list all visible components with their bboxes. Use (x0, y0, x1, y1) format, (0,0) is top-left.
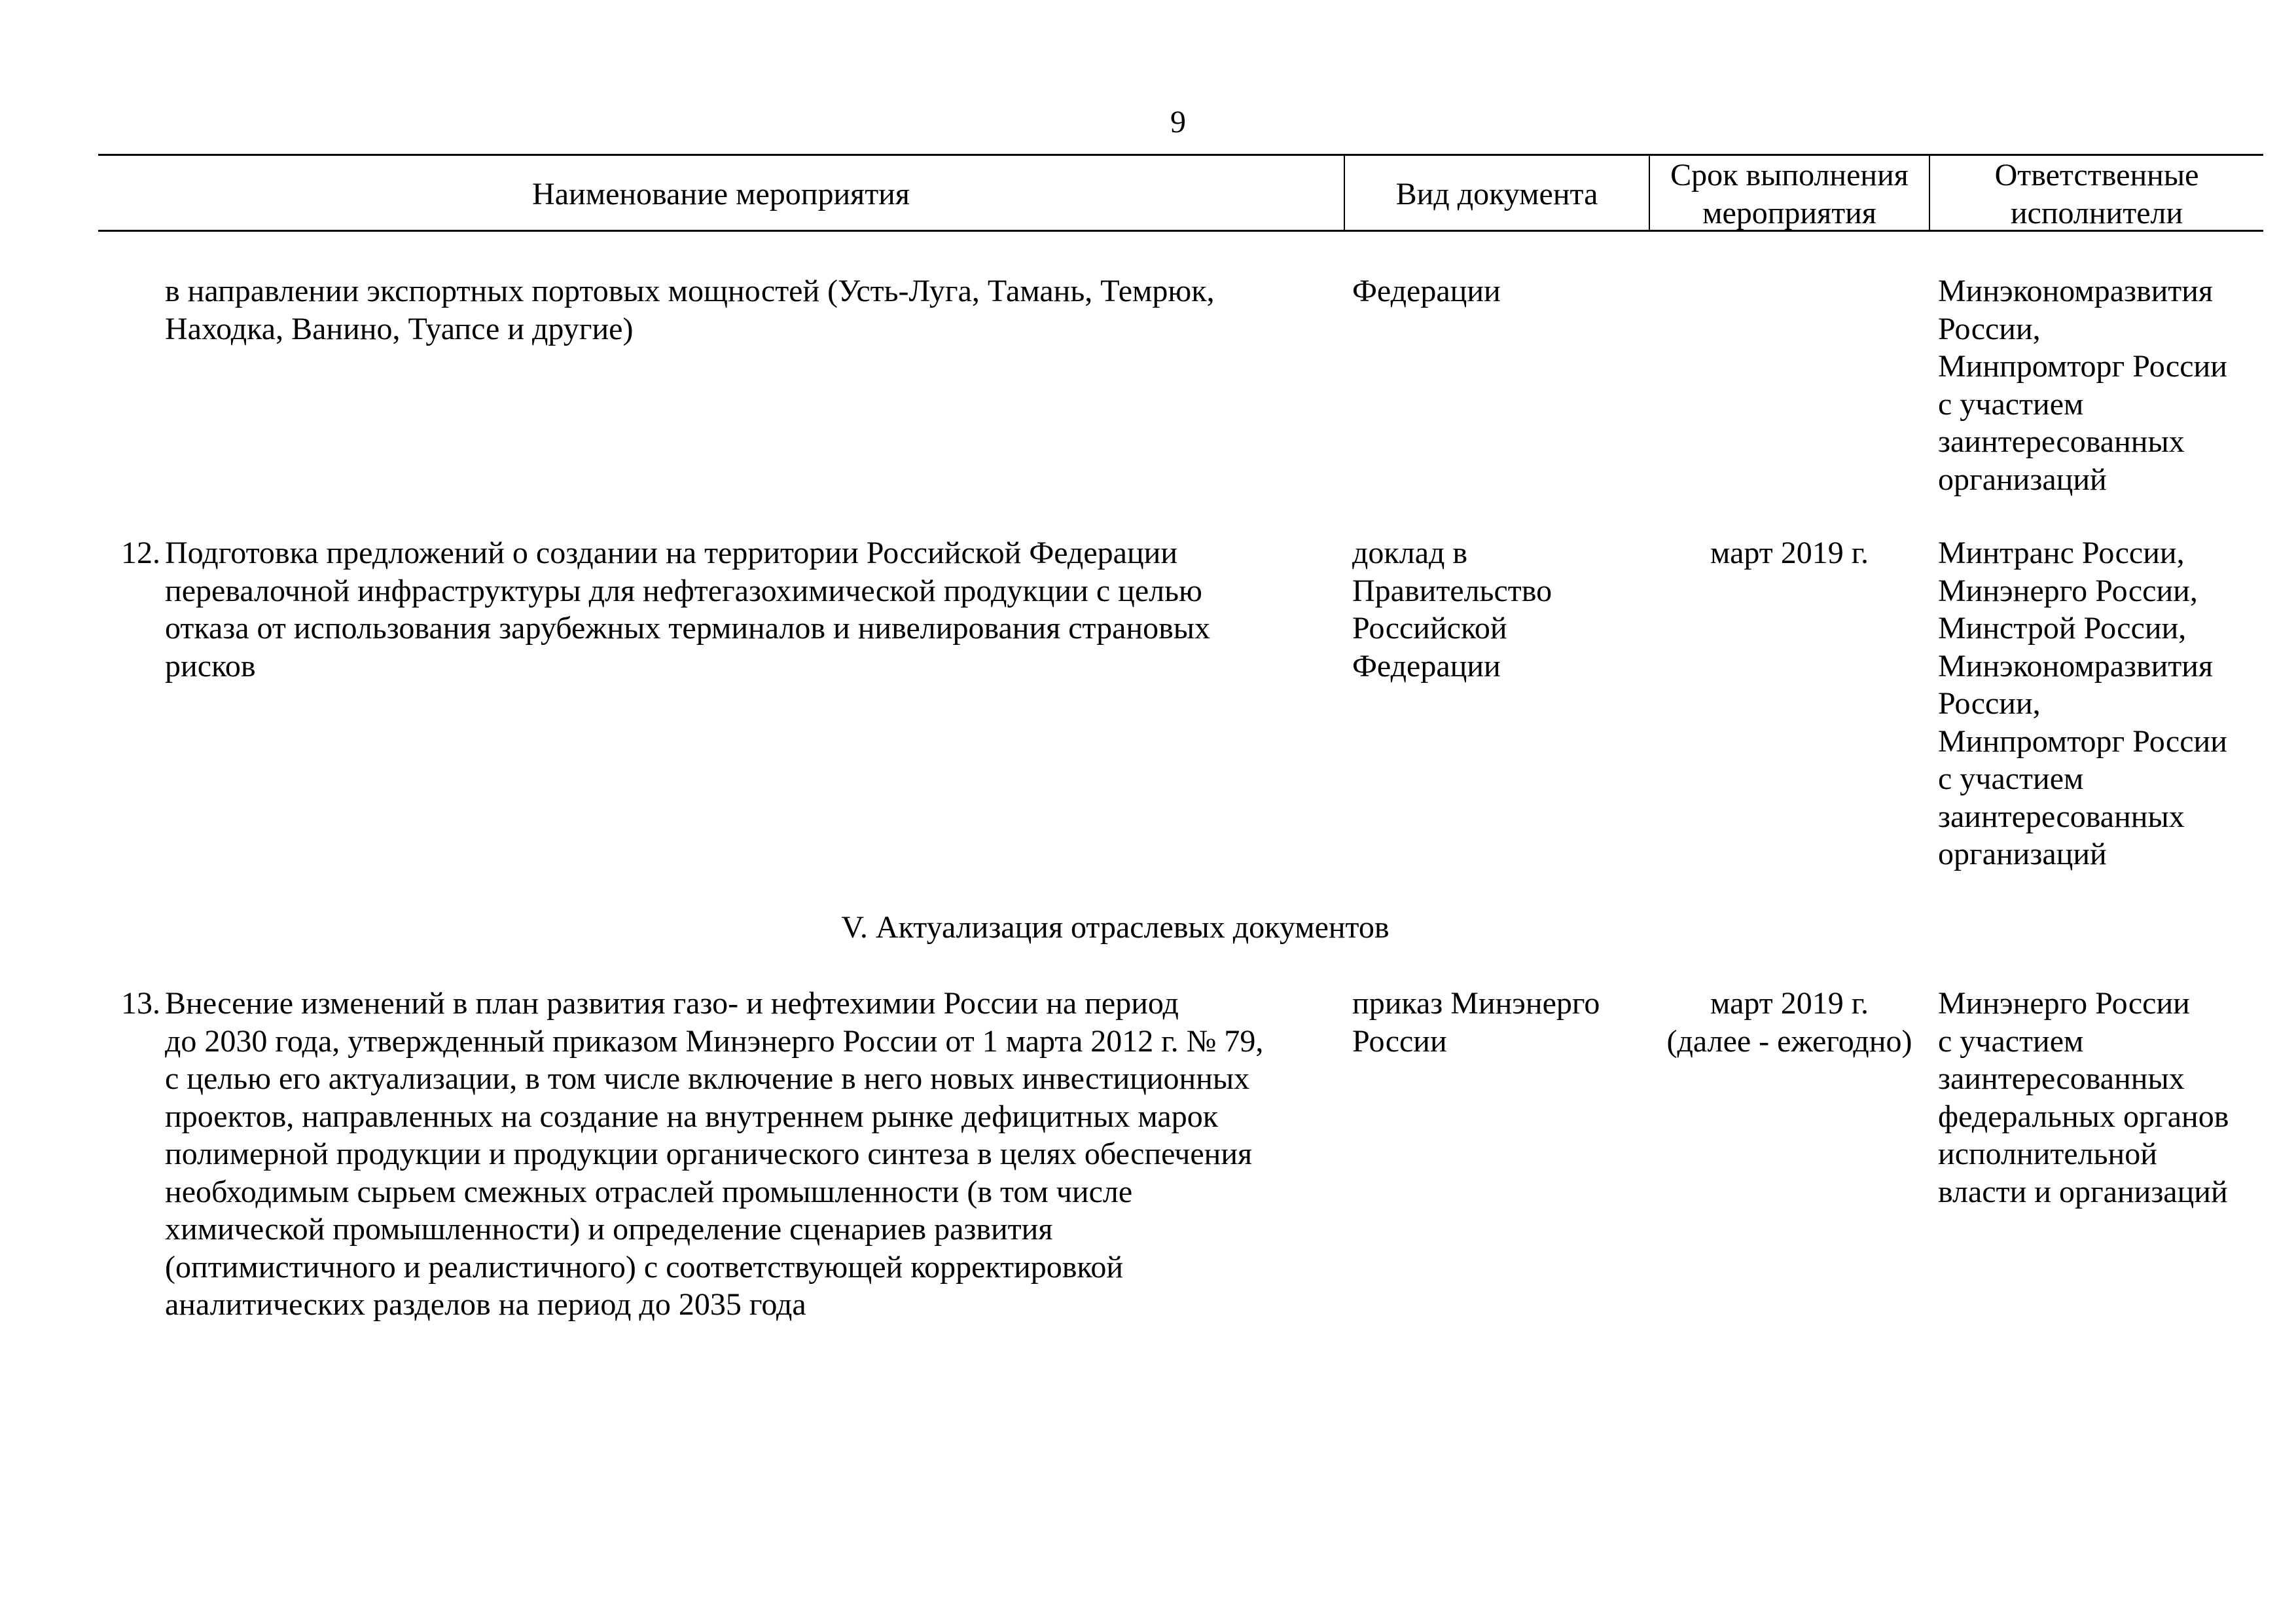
section-heading: V. Актуализация отраслевых документов (841, 910, 1390, 945)
row-name: Подготовка предложений о создании на территории Российской Федерации перевалочной инфраструктуры для нефтегазохимической продукции с целью отказа от использования зарубежных терминалов и нивелирования страновых рисков (165, 536, 1211, 684)
header-col-name: Наименование мероприятия (532, 177, 910, 211)
header-top-rule (98, 154, 2263, 156)
page-number: 9 (1170, 105, 1186, 139)
row-doc-type: доклад в Правительство Российской Федерации (1352, 536, 1552, 684)
row-doc-type: приказ Минэнерго России (1352, 986, 1600, 1059)
row-responsible: Минэнерго России с участием заинтересованных федеральных органов исполнительной власти и организаций (1938, 986, 2229, 1209)
row-doc-type: Федерации (1352, 274, 1501, 308)
header-col-deadline: Срок выполнения мероприятия (1670, 158, 1909, 230)
row-responsible: Минтранс России, Минэнерго России, Минстрой России, Минэкономразвития России, Минпромторг России с участием заинтересованных организаций (1938, 536, 2227, 871)
row-deadline: март 2019 г. (далее - ежегодно) (1666, 986, 1912, 1059)
header-col-doc-type: Вид документа (1395, 177, 1598, 211)
header-col-responsible: Ответственные исполнители (1994, 158, 2199, 230)
row-number: 12. (121, 536, 160, 570)
row-name: Внесение изменений в план развития газо- и нефтехимии России на период до 2030 года, утвержденный приказом Минэнерго России от 1 марта 2012 г. № 79, с целью его актуализации, в том числе включение в него новых инвестиционных проектов, направленных на создание на внутреннем рынке дефицитных марок полимерной продукции и продукции органического синтеза в целях обеспечения необходимым сырьем смежных отраслей промышленности (в том числе химической промышленности) и определение сценариев развития (оптимистичного и реалистичного) с соответствующей корректировкой аналитических разделов на период до 2035 года (165, 986, 1264, 1322)
row-number: 13. (121, 986, 160, 1021)
row-deadline: март 2019 г. (1710, 536, 1869, 570)
row-name: в направлении экспортных портовых мощностей (Усть-Луга, Тамань, Темрюк, Находка, Ванино, Туапсе и другие) (165, 274, 1215, 346)
row-responsible: Минэкономразвития России, Минпромторг России с участием заинтересованных организаций (1938, 274, 2227, 497)
